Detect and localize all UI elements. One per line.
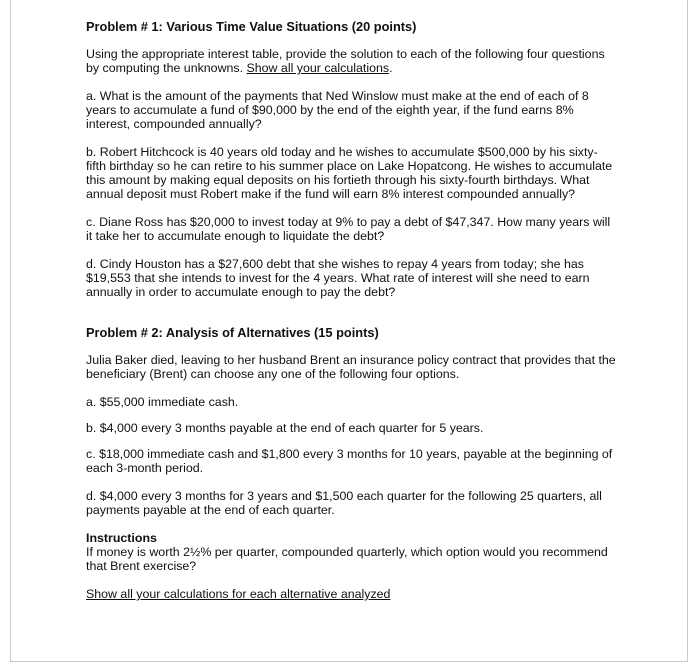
instructions-label: Instructions xyxy=(86,531,157,545)
problem1-question-b: b. Robert Hitchcock is 40 years old today and he wishes to accumulate $500,000 by his sixty-fifth birthday so he can retire to his summer place on Lake Hopatcong. He wishes to accumulate this amount by making equal deposits on his fortieth through his sixty-fourth birthdays. What annual deposit must Robert make if the fund will earn 8% interest compounded annually? xyxy=(86,145,613,201)
document-body xyxy=(86,20,616,615)
problem2-option-a: a. $55,000 immediate cash. xyxy=(86,395,239,409)
problem1-question-c: c. Diane Ross has $20,000 to invest today at 9% to pay a debt of $47,347. How many years will it take her to accumulate enough to liquidate the debt? xyxy=(86,215,611,243)
problem2-heading: Problem # 2: Analysis of Alternatives (15 points) xyxy=(86,325,379,340)
problem1-intro-end: . xyxy=(389,61,393,75)
problem2-show-calculations: Show all your calculations for each alternative analyzed xyxy=(86,587,391,601)
problem1-question-d: d. Cindy Houston has a $27,600 debt that she wishes to repay 4 years from today; she has $19,553 that she intends to invest for the 4 years. What rate of interest will she need to earn annually in order to accumulate enough to pay the debt? xyxy=(86,257,590,299)
problem2-option-d: d. $4,000 every 3 months for 3 years and $1,500 each quarter for the following 25 quarters, all payments payable at the end of each quarter. xyxy=(86,489,602,517)
instructions-text: If money is worth 2½% per quarter, compounded quarterly, which option would you recommend that Brent exercise? xyxy=(86,545,608,573)
problem1-show-calculations: Show all your calculations xyxy=(246,61,390,75)
problem1-intro xyxy=(86,47,616,75)
problem2-instructions xyxy=(86,531,616,573)
problem2-option-c: c. $18,000 immediate cash and $1,800 every 3 months for 10 years, payable at the beginning of each 3-month period. xyxy=(86,447,613,475)
problem2-option-b: b. $4,000 every 3 months payable at the end of each quarter for 5 years. xyxy=(86,421,484,435)
problem2-intro: Julia Baker died, leaving to her husband Brent an insurance policy contract that provides that the beneficiary (Brent) can choose any one of the following four options. xyxy=(86,353,616,381)
problem1-intro-text: Using the appropriate interest table, provide the solution to each of the following four questions by computing the unknowns. xyxy=(86,47,605,75)
problem1-question-a: a. What is the amount of the payments that Ned Winslow must make at the end of each of 8 years to accumulate a fund of $90,000 by the end of the eighth year, if the fund earns 8% interest, compounded annually? xyxy=(86,89,589,131)
problem1-heading: Problem # 1: Various Time Value Situations (20 points) xyxy=(86,19,417,34)
